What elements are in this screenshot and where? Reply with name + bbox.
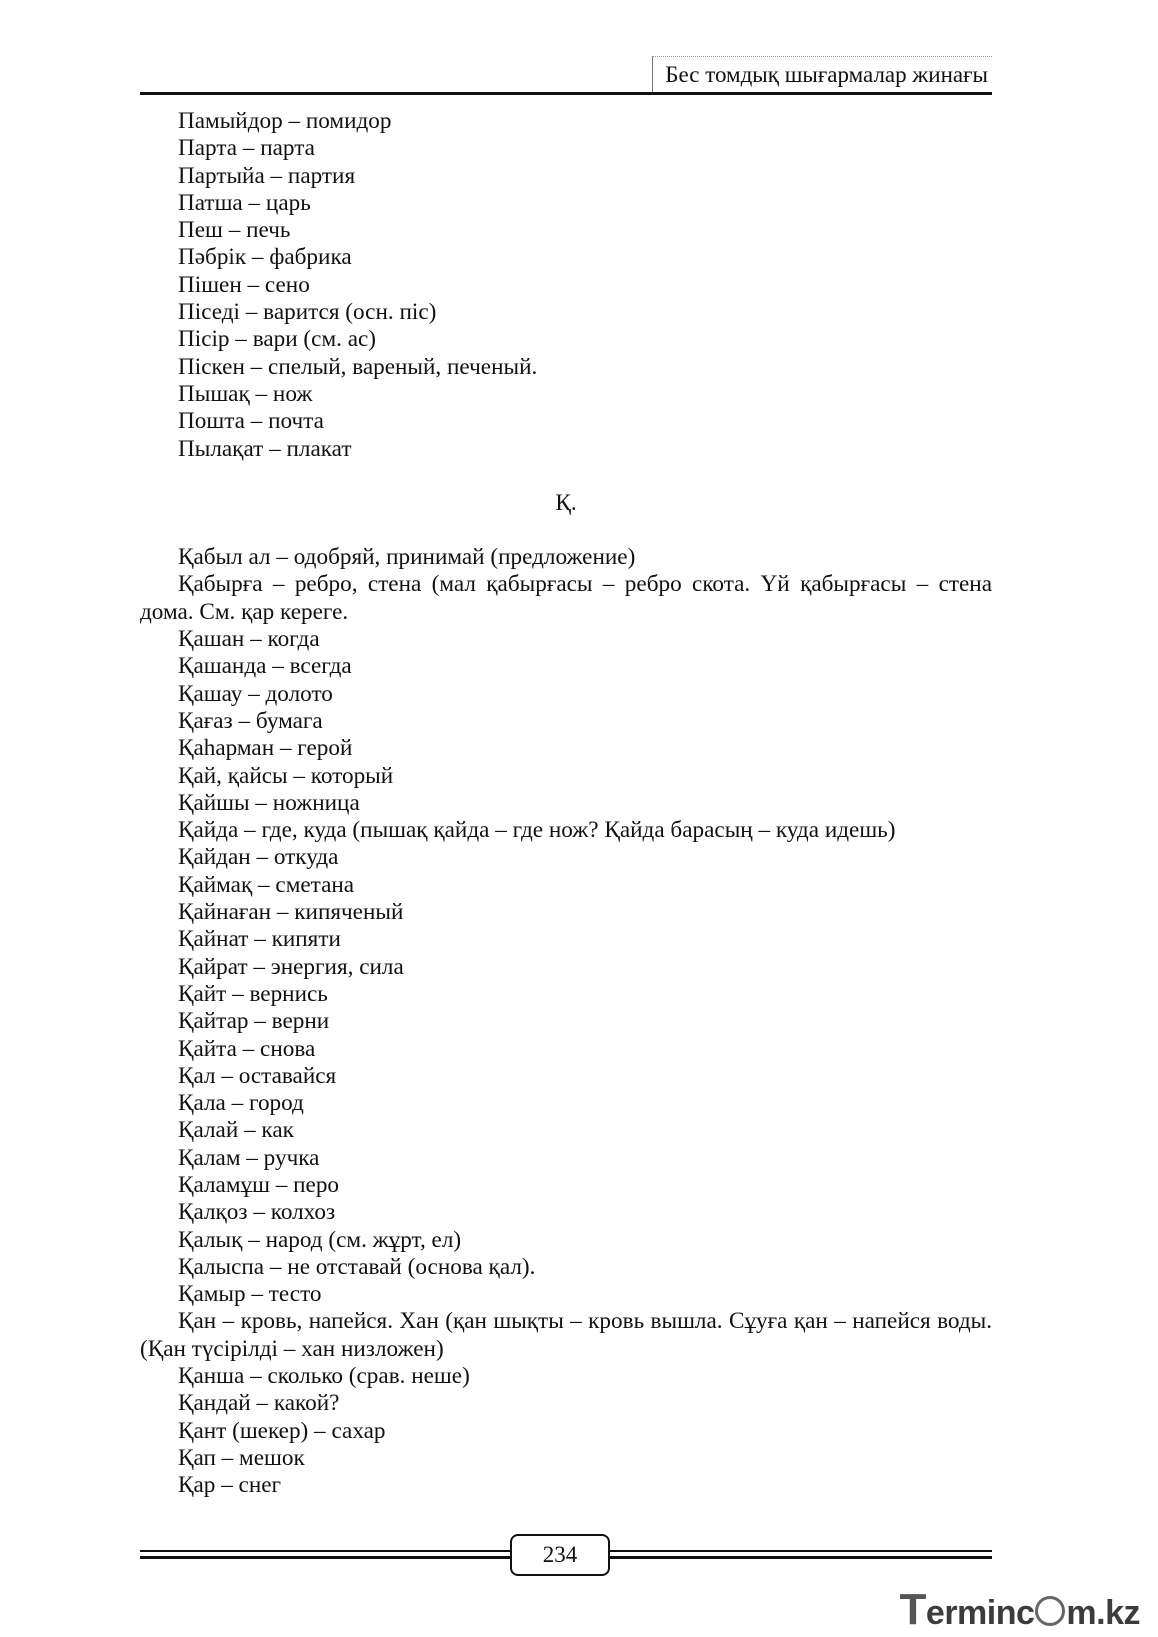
dictionary-entry: Қант (шекер) – сахар	[178, 1417, 386, 1444]
dictionary-entry: Қайтар – верни	[178, 1008, 330, 1035]
dictionary-entry: Қар – снег	[178, 1472, 282, 1499]
dictionary-entry: Қал – оставайся	[178, 1062, 337, 1089]
dictionary-entry: Қалық – народ (см. жұрт, ел)	[178, 1226, 462, 1253]
dictionary-entry: Қалыспа – не отставай (основа қал).	[178, 1253, 536, 1280]
dictionary-entry: Қашан – когда	[178, 626, 320, 653]
page-number: 234	[510, 1534, 610, 1576]
dictionary-entry: Қанша – сколько (срав. неше)	[178, 1363, 470, 1390]
dictionary-entry: Піскен – спелый, вареный, печеный.	[178, 353, 538, 380]
section-letter-heading: Қ.	[555, 489, 577, 516]
dictionary-entry: Қабыл ал – одобряй, принимай (предложение)	[178, 544, 636, 571]
dictionary-entry: Қайда – где, куда (пышақ қайда – где нож? Қайда барасың – куда идешь)	[178, 817, 896, 844]
dictionary-entry: Қайрат – энергия, сила	[178, 953, 404, 980]
dictionary-entry: Пылақат – плакат	[178, 435, 352, 462]
dictionary-entry: Қалам – ручка	[178, 1144, 320, 1171]
dictionary-entry: Қаһарман – герой	[178, 735, 353, 762]
dictionary-entry: Қабырға – ребро, стена (мал қабырғасы – ребро скота. Үй қабырғасы – стена дома. См. қар кереге.	[140, 571, 992, 625]
dictionary-entry: Қайшы – ножница	[178, 789, 360, 816]
dictionary-entry: Қандай – какой?	[178, 1390, 340, 1417]
dictionary-entry: Піседі – варится (осн. піс)	[178, 299, 437, 326]
dictionary-entry: Қалқоз – колхоз	[178, 1199, 336, 1226]
dictionary-entry: Қағаз – бумага	[178, 707, 323, 734]
dictionary-entry: Пеш – печь	[178, 217, 291, 244]
dictionary-entry: Қай, қайсы – который	[178, 762, 394, 789]
dictionary-entry: Қашанда – всегда	[178, 653, 352, 680]
dictionary-entry: Қаламұш – перо	[178, 1171, 340, 1198]
dictionary-entry: Қап – мешок	[178, 1444, 305, 1471]
dictionary-entry: Памыйдор – помидор	[178, 108, 392, 134]
dictionary-entry: Парта – парта	[178, 135, 315, 162]
running-header	[140, 52, 992, 94]
dictionary-entry: Қашау – долото	[178, 680, 333, 707]
dictionary-entry: Қайдан – откуда	[178, 844, 339, 871]
header-title: Бес томдық шығармалар жинағы	[652, 56, 992, 93]
dictionary-entry: Пісір – вари (см. ас)	[178, 326, 377, 353]
header-rule	[140, 92, 992, 95]
dictionary-entry: Партыйа – партия	[178, 162, 356, 189]
dictionary-entry: Пошта – почта	[178, 408, 324, 435]
dictionary-entry: Пішен – сено	[178, 271, 310, 298]
dictionary-entry: Қалай – как	[178, 1117, 294, 1144]
dictionary-entry: Қан – кровь, напейся. Хан (қан шықты – кровь вышла. Сұуға қан – напейся воды. (Қан түсірілді – хан низложен)	[140, 1308, 992, 1362]
dictionary-entry: Қайта – снова	[178, 1035, 316, 1062]
dictionary-entry: Пышақ – нож	[178, 380, 313, 407]
dictionary-entry: Қайт – вернись	[178, 980, 328, 1007]
dictionary-entry: Пәбрік – фабрика	[178, 244, 352, 271]
watermark-logo: Terminc m.kz	[899, 1585, 1140, 1634]
dictionary-content	[140, 108, 992, 1500]
dictionary-entry: Қайнаған – кипяченый	[178, 899, 404, 926]
dictionary-entry: Қайнат – кипяти	[178, 926, 341, 953]
section-q-entries	[140, 544, 992, 1499]
page-footer	[140, 1530, 992, 1580]
dictionary-entry: Қаймақ – сметана	[178, 871, 355, 898]
dictionary-entry: Қала – город	[178, 1090, 304, 1117]
section-p-entries	[140, 108, 992, 463]
dictionary-entry: Патша – царь	[178, 189, 311, 216]
dictionary-entry: Қамыр – тесто	[178, 1281, 322, 1308]
